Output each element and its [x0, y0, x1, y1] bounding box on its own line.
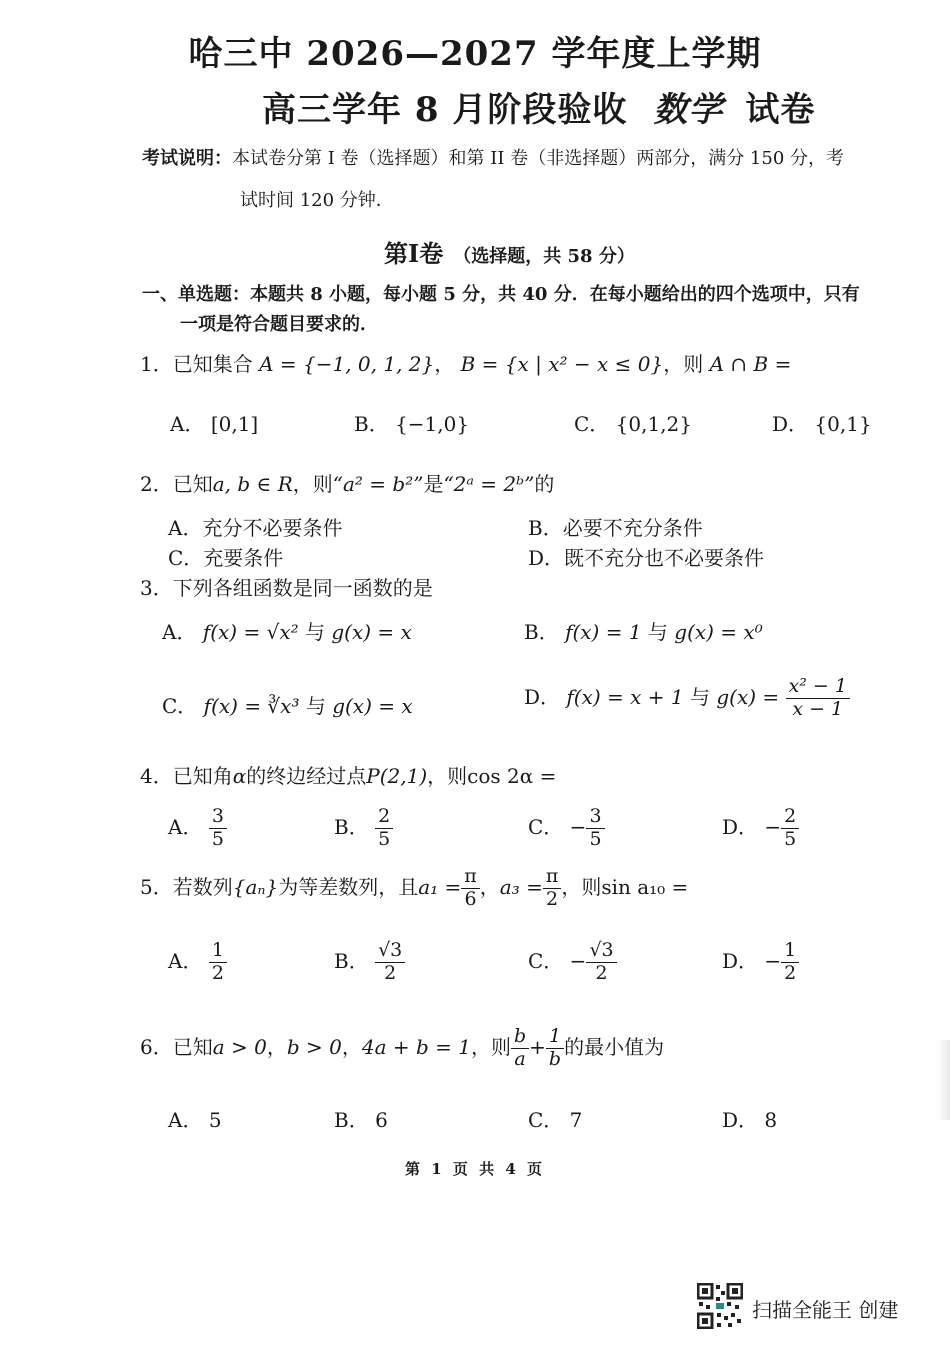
option-value: {0,1,2}: [615, 412, 693, 436]
question-6-option-a: [168, 1104, 222, 1133]
option-f: f(x) = √x²: [202, 620, 299, 644]
option-sign: −: [569, 814, 587, 839]
question-1-text-a: 已知集合: [172, 352, 253, 376]
option-fraction: [209, 940, 227, 985]
option-label: D．: [722, 948, 759, 973]
option-value: 7: [569, 1108, 583, 1132]
option-fraction: [586, 806, 604, 851]
option-label: B．: [524, 620, 559, 644]
question-4-point: P(2,1): [366, 764, 428, 788]
question-6-cond-1: a > 0: [212, 1034, 267, 1059]
question-5-a1-fraction: [461, 866, 480, 911]
question-1-option-d: [772, 408, 872, 437]
option-joiner: 与: [304, 620, 325, 644]
question-6-option-c: [528, 1104, 582, 1133]
question-5-option-d: [722, 940, 799, 985]
fraction-numerator: 1: [209, 940, 227, 963]
question-1-expr: A ∩ B =: [709, 352, 792, 376]
option-label: A．: [168, 1108, 203, 1132]
option-f: f(x) = x + 1: [566, 684, 684, 709]
option-g: g(x) = x⁰: [674, 620, 763, 644]
question-5-expr: sin a₁₀ =: [601, 874, 689, 899]
question-6-cond-2: b > 0: [286, 1034, 342, 1059]
question-5-a1: a₁ =: [418, 874, 462, 899]
option-g: g(x) = x: [332, 694, 413, 718]
question-6-option-b: [334, 1104, 388, 1133]
question-4-text-a: 已知角: [172, 764, 233, 788]
question-2-text-c: 是: [423, 472, 444, 496]
question-5-sequence: {aₙ}: [232, 874, 279, 899]
question-5-option-c: [528, 940, 617, 985]
question-2-text-b: ，则: [292, 472, 333, 496]
fraction-denominator: 5: [378, 827, 391, 850]
question-4-number: 4．: [140, 764, 173, 788]
option-f: f(x) = ∛x³: [203, 694, 300, 718]
fraction-numerator: 2: [375, 806, 393, 829]
question-1-option-b: [354, 408, 469, 437]
option-label: C．: [162, 694, 198, 718]
question-6-plus: +: [529, 1034, 546, 1059]
instructions-label: 考试说明：: [142, 148, 232, 169]
option-fraction: [375, 940, 405, 985]
fraction-numerator: 3: [209, 806, 227, 829]
fraction-numerator: π: [543, 866, 562, 889]
qr-code-icon: [697, 1283, 743, 1329]
question-3-option-d: [524, 676, 850, 721]
question-1-set-b: B = {x | x² − x ≤ 0}: [460, 352, 664, 376]
question-1-number: 1．: [140, 352, 173, 376]
fraction-numerator: 1: [781, 940, 799, 963]
question-3-stem: [140, 572, 433, 601]
option-label: D．: [772, 412, 809, 436]
fraction-numerator: 3: [586, 806, 604, 829]
question-6-option-d: [722, 1104, 777, 1133]
fraction-numerator: √3: [375, 940, 405, 963]
option-value: 8: [764, 1108, 778, 1132]
question-3-number: 3．: [140, 576, 173, 600]
scan-edge-shadow: [938, 1040, 950, 1120]
question-1-sep: ，: [434, 352, 455, 376]
option-fraction: [781, 806, 799, 851]
question-6-text-a: 已知: [172, 1034, 213, 1059]
fraction-denominator: 5: [211, 827, 224, 850]
question-3-option-c: [162, 690, 413, 719]
question-1-text-b: ，则: [663, 352, 704, 376]
option-label: A．: [170, 412, 205, 436]
question-2-option-b: B．必要不充分条件: [528, 516, 703, 540]
question-2-text-d: 的: [534, 472, 555, 496]
question-6-number: 6．: [140, 1034, 173, 1059]
fraction-denominator: 2: [546, 887, 559, 910]
question-2-option-c: C．充要条件: [168, 546, 284, 570]
page-footer: 第 1 页 共 4 页: [405, 1160, 545, 1178]
question-1-set-a: A = {−1, 0, 1, 2}: [259, 352, 435, 376]
fraction-denominator: 2: [384, 961, 397, 984]
question-6-text-b: ，则: [470, 1034, 511, 1059]
option-label: B．: [334, 814, 369, 839]
option-value: [0,1]: [210, 412, 259, 436]
question-6-fraction-1: [511, 1026, 529, 1071]
question-1-option-a: [170, 408, 258, 437]
question-4-text-b: 的终边经过点: [246, 764, 367, 788]
instructions-text1: 本试卷分第 I 卷（选择题）和第 II 卷（非选择题）两部分，满分 150 分，考: [232, 148, 845, 169]
option-label: A．: [168, 948, 203, 973]
fraction-numerator: x² − 1: [786, 676, 850, 699]
option-value: {−1,0}: [395, 412, 470, 436]
exam-title-suffix: 试卷: [745, 90, 816, 130]
fraction-denominator: 5: [784, 827, 797, 850]
fraction-numerator: 1: [546, 1026, 564, 1049]
question-6-sep-1: ，: [266, 1034, 287, 1059]
option-joiner: 与: [647, 620, 668, 644]
question-4-alpha: α: [232, 764, 247, 788]
option-sign: −: [764, 814, 782, 839]
question-2-quote-1: “a² = b²”: [332, 472, 424, 496]
question-5-number: 5．: [140, 874, 173, 899]
question-5-option-a: [168, 940, 227, 985]
question-5-option-b: [334, 940, 405, 985]
section-heading-line1: 一、单选题：本题共 8 小题，每小题 5 分，共 40 分．在每小题给出的四个选项中，只有: [142, 284, 860, 305]
option-joiner: 与: [305, 694, 326, 718]
option-fraction: [786, 676, 850, 721]
question-4-option-b: [334, 806, 393, 851]
option-fraction: [781, 940, 799, 985]
question-1-stem: [140, 348, 791, 377]
question-5-text-a: 若数列: [172, 874, 233, 899]
option-fraction: [375, 806, 393, 851]
part-heading: [384, 234, 635, 269]
fraction-numerator: 2: [781, 806, 799, 829]
question-4-option-c: [528, 806, 605, 851]
question-6-stem: [140, 1026, 664, 1071]
option-label: C．: [528, 948, 564, 973]
option-label: C．: [574, 412, 610, 436]
question-6-fraction-2: [546, 1026, 564, 1071]
option-sign: −: [764, 948, 782, 973]
question-5-a3: a₃ =: [499, 874, 543, 899]
question-5-a3-fraction: [543, 866, 562, 911]
question-1-option-c: [574, 408, 692, 437]
question-6-sep-2: ，: [341, 1034, 362, 1059]
part-title: 第I卷: [384, 239, 444, 268]
option-sign: −: [569, 948, 587, 973]
question-2-number: 2．: [140, 472, 173, 496]
question-2-quote-2: “2ᵃ = 2ᵇ”: [443, 472, 535, 496]
question-2-text-a: 已知: [172, 472, 213, 496]
option-f: f(x) = 1: [565, 620, 642, 644]
fraction-numerator: √3: [586, 940, 616, 963]
question-5-stem: [140, 866, 688, 911]
question-6-text-c: 的最小值为: [564, 1034, 665, 1059]
question-3-text: 下列各组函数是同一函数的是: [172, 576, 433, 600]
question-4-option-d: [722, 806, 799, 851]
fraction-denominator: 2: [784, 961, 797, 984]
question-3-option-b: [524, 616, 763, 645]
fraction-denominator: 2: [595, 961, 608, 984]
option-label: C．: [528, 1108, 564, 1132]
exam-title-line2: [262, 82, 815, 131]
question-4-text-c: ，则: [427, 764, 468, 788]
option-value: {0,1}: [814, 412, 872, 436]
option-label: A．: [162, 620, 197, 644]
question-2-option-a: A．充分不必要条件: [168, 516, 343, 540]
exam-title-grade: 高三学年 8 月阶段验收: [262, 90, 628, 130]
option-label: D．: [722, 814, 759, 839]
fraction-denominator: b: [548, 1047, 562, 1070]
question-2-stem: [140, 468, 554, 497]
option-label: B．: [334, 1108, 369, 1132]
scanner-watermark-text: 扫描全能王 创建: [752, 1298, 899, 1322]
instructions-line2: 试时间 120 分钟．: [240, 190, 394, 211]
fraction-numerator: π: [461, 866, 480, 889]
option-label: C．: [528, 814, 564, 839]
fraction-denominator: 6: [464, 887, 477, 910]
fraction-denominator: a: [514, 1047, 526, 1070]
option-fraction: [209, 806, 227, 851]
exam-subject: 数学: [653, 90, 724, 130]
option-joiner: 与: [690, 684, 711, 709]
exam-title-line1: 哈三中 2026—2027 学年度上学期: [188, 34, 762, 74]
option-value: 5: [208, 1108, 222, 1132]
option-fraction: [586, 940, 616, 985]
option-label: D．: [524, 684, 561, 709]
fraction-numerator: b: [511, 1026, 529, 1049]
option-g: g(x) = x: [331, 620, 412, 644]
option-g: g(x) =: [716, 684, 780, 709]
fraction-denominator: x − 1: [792, 697, 844, 720]
instructions-line1: [142, 144, 844, 170]
question-5-text-b: 为等差数列，且: [278, 874, 419, 899]
option-label: B．: [354, 412, 389, 436]
fraction-denominator: 5: [589, 827, 602, 850]
option-label: B．: [334, 948, 369, 973]
section-heading-line2: 一项是符合题目要求的．: [180, 314, 378, 335]
question-4-expr: cos 2α =: [467, 764, 557, 788]
part-subtitle: （选择题，共 58 分）: [453, 246, 635, 267]
question-5-text-c: ，则: [561, 874, 602, 899]
question-5-sep: ，: [479, 874, 500, 899]
question-2-condition: a, b ∈ R: [212, 472, 293, 496]
option-value: 6: [375, 1108, 388, 1132]
question-4-stem: [140, 760, 556, 789]
question-4-option-a: [168, 806, 227, 851]
fraction-denominator: 2: [211, 961, 224, 984]
option-label: D．: [722, 1108, 759, 1132]
question-6-cond-3: 4a + b = 1: [361, 1034, 471, 1059]
question-2-option-d: D．既不充分也不必要条件: [528, 546, 765, 570]
option-label: A．: [168, 814, 203, 839]
question-3-option-a: [162, 616, 412, 645]
